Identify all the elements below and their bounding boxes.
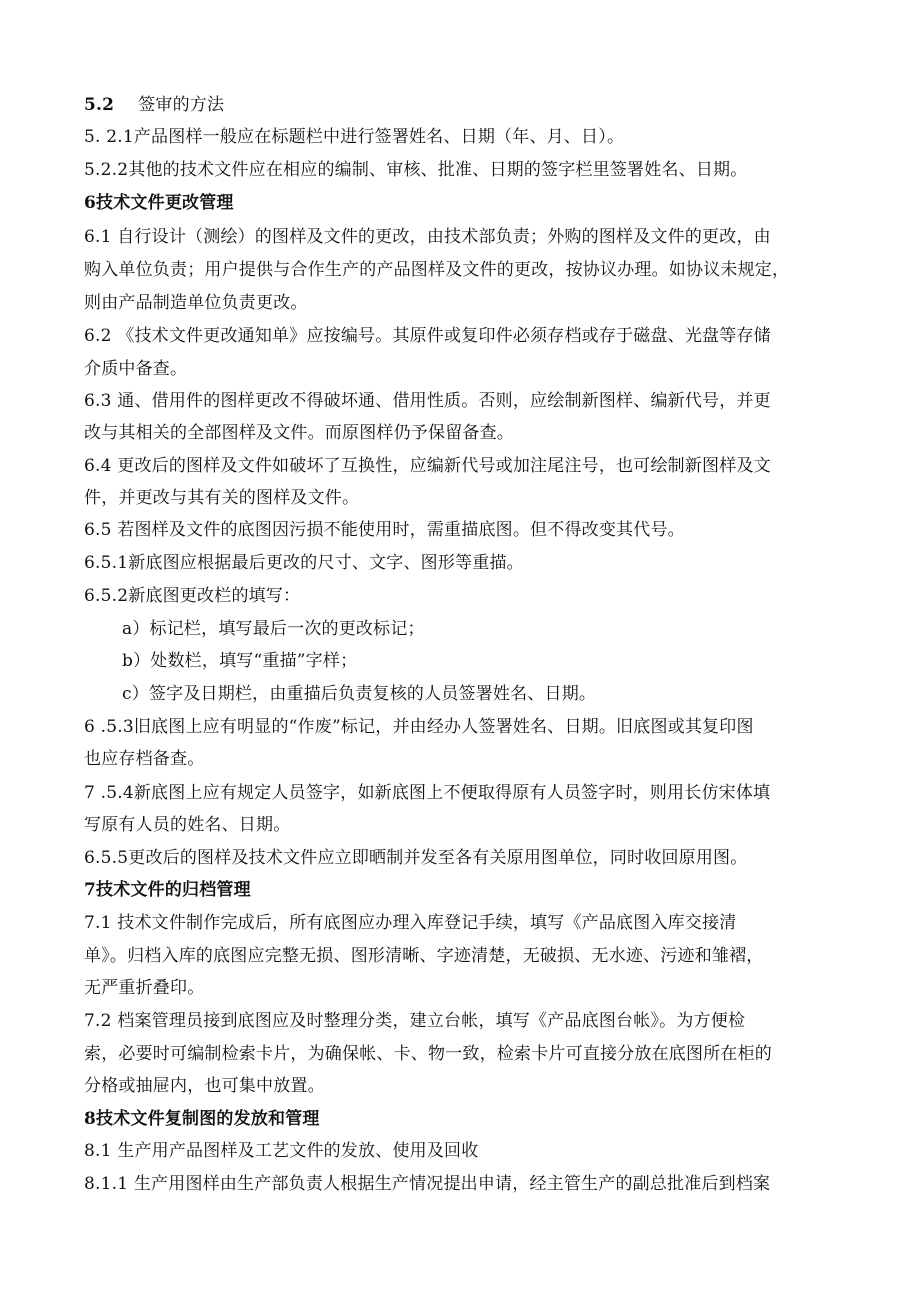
section-heading-6: 6技术文件更改管理 — [84, 193, 234, 213]
paragraph-line: 6.5 若图样及文件的底图因污损不能使用时，需重描底图。但不得改变其代号。 — [84, 520, 685, 540]
paragraph-line: 则由产品制造单位负责更改。 — [84, 293, 308, 313]
paragraph-line: 6.1 自行设计（测绘）的图样及文件的更改，由技术部负责；外购的图样及文件的更改，由 — [84, 227, 771, 247]
paragraph-line: 6.3 通、借用件的图样更改不得破坏通、借用性质。否则，应绘制新图样、编新代号，并更 — [84, 391, 771, 411]
paragraph-line: 7.2 档案管理员接到底图应及时整理分类，建立台帐，填写《产品底图台帐》。为方便检 — [84, 1011, 746, 1031]
list-item: c）签字及日期栏，由重描后负责复核的人员签署姓名、日期。 — [122, 684, 597, 704]
section-title: 签审的方法 — [138, 95, 225, 115]
paragraph-line: 6.4 更改后的图样及文件如破坏了互换性，应编新代号或加注尾注号，也可绘制新图样及文 — [84, 456, 771, 476]
paragraph-line: 介质中备查。 — [84, 359, 188, 379]
paragraph-line: 改与其相关的全部图样及文件。而原图样仍予保留备查。 — [84, 423, 514, 443]
paragraph-line: 7 .5.4新底图上应有规定人员签字，如新底图上不便取得原有人员签字时，则用长仿宋体填 — [84, 783, 771, 803]
paragraph-line: 索，必要时可编制检索卡片，为确保帐、卡、物一致，检索卡片可直接分放在底图所在柜的 — [84, 1044, 772, 1064]
paragraph-line: 7.1 技术文件制作完成后，所有底图应办理入库登记手续，填写《产品底图入库交接清 — [84, 913, 737, 933]
paragraph-line: 6.2 《技术文件更改通知单》应按编号。其原件或复印件必须存档或存于磁盘、光盘等存储 — [84, 326, 771, 346]
list-item: a）标记栏，填写最后一次的更改标记； — [122, 619, 425, 639]
paragraph-line: 5. 2.1产品图样一般应在标题栏中进行签署姓名、日期（年、月、日）。 — [84, 127, 625, 147]
paragraph-line: 8.1.1 生产用图样由生产部负责人根据生产情况提出申请，经主管生产的副总批准后到档案 — [84, 1174, 771, 1194]
paragraph-line: 也应存档备查。 — [84, 749, 205, 769]
paragraph-line: 6.5.5更改后的图样及技术文件应立即晒制并发至各有关原用图单位，同时收回原用图。 — [84, 848, 748, 868]
paragraph-line: 分格或抽屉内，也可集中放置。 — [84, 1076, 325, 1096]
section-heading-8: 8技术文件复制图的发放和管理 — [84, 1109, 320, 1129]
paragraph-line: 购入单位负责；用户提供与合作生产的产品图样及文件的更改，按协议办理。如协议未规定， — [84, 260, 790, 280]
paragraph-line: 件，并更改与其有关的图样及文件。 — [84, 488, 360, 508]
section-heading-5-2 — [84, 94, 224, 116]
paragraph-line: 5.2.2其他的技术文件应在相应的编制、审核、批准、日期的签字栏里签署姓名、日期。 — [84, 160, 748, 180]
paragraph-line: 8.1 生产用产品图样及工艺文件的发放、使用及回收 — [84, 1141, 479, 1161]
paragraph-line: 单》。归档入库的底图应完整无损、图形清晰、字迹清楚，无破损、无水迹、污迹和雏褶， — [84, 946, 764, 966]
paragraph-line: 无严重折叠印。 — [84, 978, 205, 998]
paragraph-line: 6 .5.3旧底图上应有明显的“作废”标记，并由经办人签署姓名、日期。旧底图或其复印图 — [84, 717, 754, 737]
paragraph-line: 6.5.2新底图更改栏的填写： — [84, 586, 301, 606]
list-item: b）处数栏，填写“重描”字样； — [122, 651, 358, 671]
section-heading-7: 7技术文件的归档管理 — [84, 880, 251, 900]
section-number: 5.2 — [84, 95, 115, 115]
paragraph-line: 写原有人员的姓名、日期。 — [84, 815, 291, 835]
paragraph-line: 6.5.1新底图应根据最后更改的尺寸、文字、图形等重描。 — [84, 553, 524, 573]
